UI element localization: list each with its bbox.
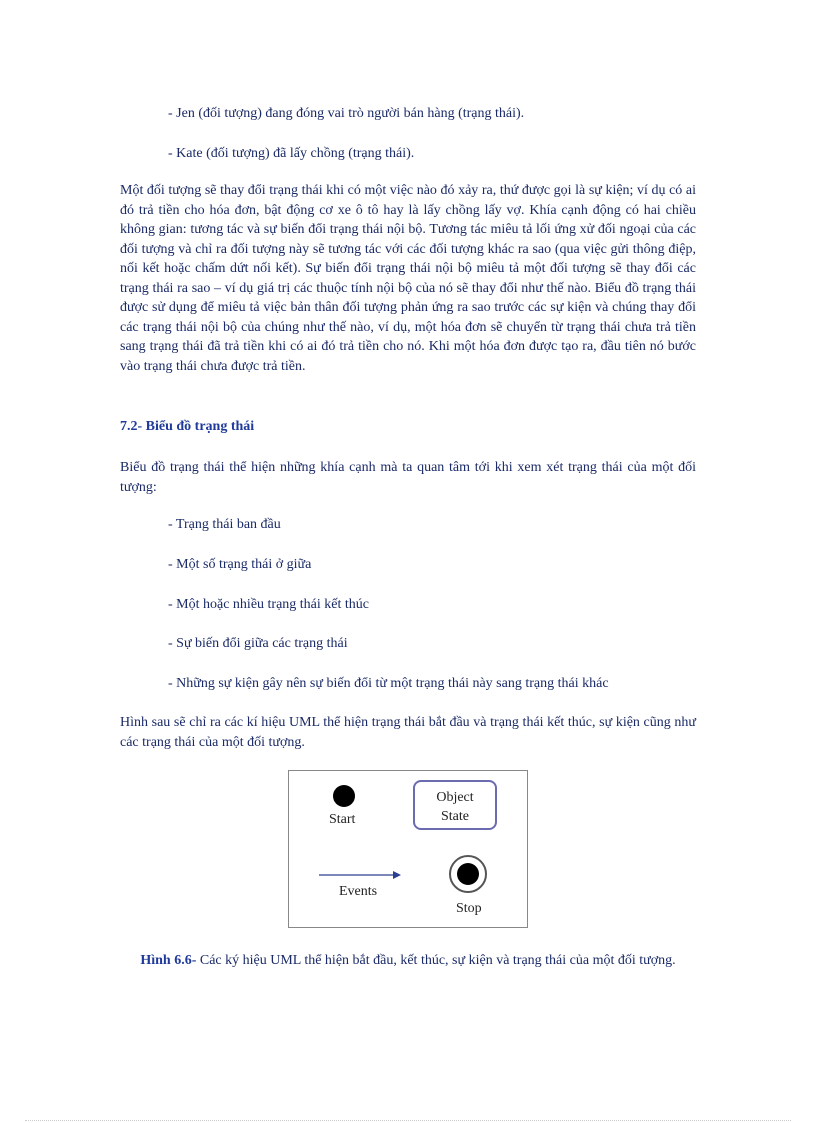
caption-label: Hình 6.6- bbox=[140, 953, 197, 968]
bullet-initial-state: - Trạng thái ban đầu bbox=[168, 517, 281, 532]
state-line-1: Object bbox=[436, 790, 474, 805]
stop-state-icon bbox=[449, 855, 487, 893]
page-bottom-border bbox=[25, 1120, 791, 1121]
transition-arrow-icon bbox=[319, 869, 401, 881]
stop-label: Stop bbox=[456, 901, 482, 916]
object-state-box bbox=[413, 780, 497, 830]
start-label: Start bbox=[329, 812, 356, 827]
bullet-events: - Những sự kiện gây nên sự biến đổi từ một trạng thái này sang trạng thái khác bbox=[168, 676, 609, 691]
bullet-middle-states: - Một số trạng thái ở giữa bbox=[168, 557, 312, 572]
uml-symbols-figure bbox=[288, 770, 528, 928]
paragraph-state-diagram: Biểu đồ trạng thái thể hiện những khía cạnh mà ta quan tâm tới khi xem xét trạng thái của một đối tượng: bbox=[120, 460, 696, 495]
bullet-jen: - Jen (đối tượng) đang đóng vai trò người bán hàng (trạng thái). bbox=[168, 106, 525, 121]
section-heading: 7.2- Biểu đồ trạng thái bbox=[120, 419, 255, 434]
caption-text: Các ký hiệu UML thể hiện bắt đầu, kết thúc, sự kiện và trạng thái của một đối tượng. bbox=[196, 953, 676, 968]
figure-caption bbox=[120, 951, 696, 971]
stop-state-core bbox=[457, 863, 479, 885]
bullet-final-states: - Một hoặc nhiều trạng thái kết thúc bbox=[168, 597, 369, 612]
paragraph-state-change: Một đối tượng sẽ thay đổi trạng thái khi có một việc nào đó xảy ra, thứ được gọi là sự kiện; ví dụ có ai đó trả tiền cho hóa đơn, bật động cơ xe ô tô hay là lấy chồng lấy vợ. Khía cạnh động có hai chiều không gian: tương tác và sự biến đổi trạng thái nội bộ. Tương tác miêu tả lối ứng xử đối ngoại của các đối tượng và chỉ ra đối tượng này sẽ tương tác với các đối tượng khác ra sao (qua việc gửi thông điệp, nối kết hoặc chấm dứt nối kết). Sự biến đổi trạng thái nội bộ miêu tả một đối tượng sẽ thay đổi các trạng thái ra sao – ví dụ giá trị các thuộc tính nội bộ của nó sẽ thay đổi như thế nào. Biểu đồ trạng thái được sử dụng để miêu tả việc bản thân đối tượng phản ứng ra sao trước các sự kiện và chúng thay đổi các trạng thái nội bộ của chúng như thế nào, ví dụ, một hóa đơn sẽ chuyển từ trạng thái chưa trả tiền sang trạng thái đã trả tiền khi có ai đó trả tiền cho nó. Khi một hóa đơn được tạo ra, đầu tiên nó bước vào trạng thái chưa được trả tiền. bbox=[120, 183, 696, 374]
paragraph-figure-intro: Hình sau sẽ chỉ ra các kí hiệu UML thể hiện trạng thái bắt đầu và trạng thái kết thúc, sự kiện cũng như các trạng thái của một đối tượng. bbox=[120, 715, 696, 750]
object-state-text bbox=[415, 788, 495, 826]
bullet-kate: - Kate (đối tượng) đã lấy chồng (trạng thái). bbox=[168, 146, 415, 161]
state-line-2: State bbox=[441, 809, 469, 824]
start-state-icon bbox=[333, 785, 355, 807]
events-label: Events bbox=[339, 884, 378, 899]
bullet-transitions: - Sự biến đổi giữa các trạng thái bbox=[168, 636, 348, 651]
